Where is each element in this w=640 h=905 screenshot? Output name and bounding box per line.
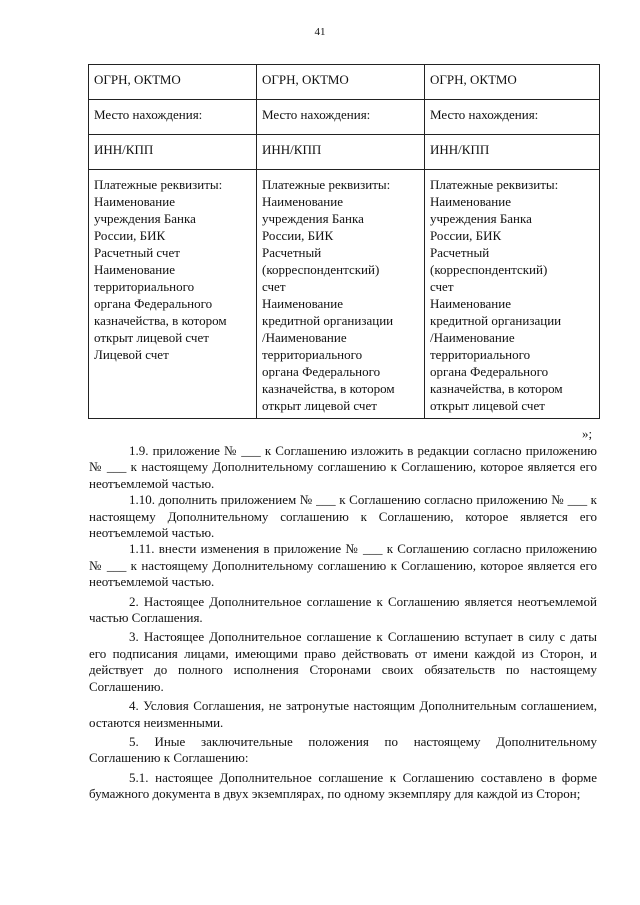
table-row (89, 100, 600, 135)
table-cell (425, 65, 600, 100)
cell-line: /Наименование (262, 330, 347, 345)
cell-text (94, 106, 252, 123)
cell-line: Платежные реквизиты: (430, 177, 559, 192)
cell-text (430, 71, 595, 88)
cell-text (262, 141, 420, 158)
table-cell (89, 100, 257, 135)
cell-text (262, 106, 420, 123)
cell-line: Наименование (430, 194, 511, 209)
cell-line: (корреспондентский) (430, 262, 548, 277)
cell-text (430, 141, 595, 158)
cell-line: Наименование (94, 262, 175, 277)
cell-text (430, 106, 595, 123)
cell-line: Наименование (430, 296, 511, 311)
cell-line: Наименование (262, 194, 343, 209)
requisites-table-body (89, 65, 600, 419)
cell-line: Место нахождения: (94, 107, 203, 122)
cell-line: территориального (262, 347, 363, 362)
cell-line: кредитной организации (430, 313, 562, 328)
cell-line: Место нахождения: (430, 107, 539, 122)
cell-text (430, 176, 595, 414)
cell-line: счет (262, 279, 286, 294)
cell-line: открыт лицевой счет (94, 330, 209, 345)
cell-line: ИНН/КПП (94, 142, 154, 157)
cell-text (94, 71, 252, 88)
document-body (89, 443, 597, 803)
cell-line: кредитной организации (262, 313, 394, 328)
cell-line: России, БИК (430, 228, 502, 243)
cell-line: казначейства, в котором (94, 313, 227, 328)
table-cell (425, 100, 600, 135)
table-cell (257, 135, 425, 170)
closing-quote-mark: »; (582, 426, 593, 441)
cell-line: учреждения Банка (430, 211, 532, 226)
table-cell (89, 65, 257, 100)
cell-line: Лицевой счет (94, 347, 169, 362)
cell-line: ОГРН, ОКТМО (430, 72, 517, 87)
cell-line: Расчетный (262, 245, 322, 260)
cell-line: России, БИК (262, 228, 334, 243)
cell-line: органа Федерального (430, 364, 549, 379)
cell-line: открыт лицевой счет (430, 398, 545, 413)
table-row (89, 135, 600, 170)
table-row (89, 170, 600, 419)
page-number: 41 (314, 26, 326, 38)
table-cell (257, 65, 425, 100)
cell-line: счет (430, 279, 454, 294)
table-cell (425, 170, 600, 419)
cell-line: ИНН/КПП (262, 142, 322, 157)
cell-line: ИНН/КПП (430, 142, 490, 157)
cell-text (94, 141, 252, 158)
paragraph: 3. Настоящее Дополнительное соглашение к Соглашению вступает в силу с даты его подписания лицами, имеющими право действовать от имени каждой из Сторон, и действует до полного исполнения Сторонами своих обязательств по настоящему Соглашению. (89, 629, 597, 694)
cell-line: Наименование (94, 194, 175, 209)
table-cell (425, 135, 600, 170)
paragraph: 5.1. настоящее Дополнительное соглашение к Соглашению составлено в форме бумажного документа в двух экземплярах, по одному экземпляру для каждой из Сторон; (89, 769, 597, 802)
cell-line: учреждения Банка (94, 211, 196, 226)
table-cell (257, 100, 425, 135)
cell-line: казначейства, в котором (430, 381, 563, 396)
paragraph: 1.10. дополнить приложением № ___ к Соглашению согласно приложению № ___ к настоящему Дополнительному соглашению к Соглашению, которое является его неотъемлемой частью. (89, 492, 597, 541)
paragraph: 1.11. внести изменения в приложение № ___ к Соглашению согласно приложению № ___ к настоящему Дополнительному соглашению к Соглашению, которое является его неотъемлемой частью. (89, 541, 597, 590)
cell-line: Наименование (262, 296, 343, 311)
cell-text (94, 176, 252, 363)
paragraph: 4. Условия Соглашения, не затронутые настоящим Дополнительным соглашением, остаются неизменными. (89, 698, 597, 730)
table-cell (89, 170, 257, 419)
cell-line: казначейства, в котором (262, 381, 395, 396)
cell-line: органа Федерального (94, 296, 213, 311)
cell-line: России, БИК (94, 228, 166, 243)
paragraph: 5. Иные заключительные положения по настоящему Дополнительному Соглашению к Соглашению: (89, 733, 597, 766)
cell-line: Расчетный (430, 245, 490, 260)
paragraph: 1.9. приложение № ___ к Соглашению изложить в редакции согласно приложению № ___ к настоящему Дополнительному соглашению к Соглашению, которое является его неотъемлемой частью. (89, 443, 597, 491)
cell-line: Платежные реквизиты: (262, 177, 391, 192)
table-cell (89, 135, 257, 170)
cell-line: ОГРН, ОКТМО (94, 72, 181, 87)
cell-text (262, 176, 420, 414)
cell-line: (корреспондентский) (262, 262, 380, 277)
cell-line: территориального (430, 347, 531, 362)
paragraph: 2. Настоящее Дополнительное соглашение к Соглашению является неотъемлемой частью Соглашения. (89, 593, 597, 626)
table-cell (257, 170, 425, 419)
table-row (89, 65, 600, 100)
cell-line: открыт лицевой счет (262, 398, 377, 413)
cell-text (262, 71, 420, 88)
cell-line: Место нахождения: (262, 107, 371, 122)
cell-line: органа Федерального (262, 364, 381, 379)
requisites-table (88, 64, 600, 419)
cell-line: Расчетный счет (94, 245, 180, 260)
cell-line: территориального (94, 279, 195, 294)
cell-line: ОГРН, ОКТМО (262, 72, 349, 87)
cell-line: Платежные реквизиты: (94, 177, 223, 192)
cell-line: учреждения Банка (262, 211, 364, 226)
cell-line: /Наименование (430, 330, 515, 345)
